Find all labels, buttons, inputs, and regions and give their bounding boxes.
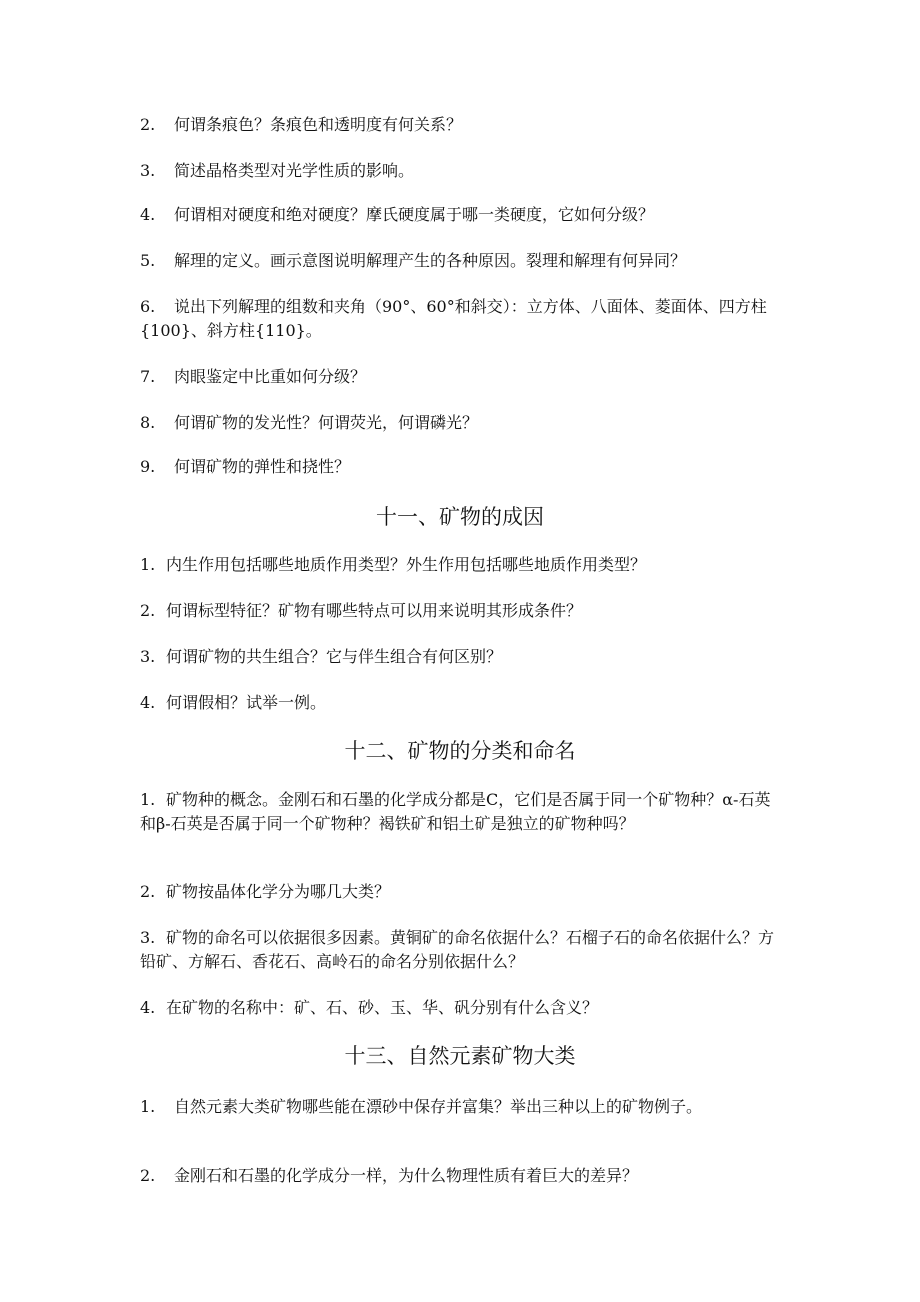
question-item: [140, 203, 780, 227]
section-heading: 十一、矿物的成因: [376, 505, 544, 529]
question-number: 3.: [140, 161, 156, 180]
question-text: 肉眼鉴定中比重如何分级？: [174, 367, 367, 386]
question-number: 9.: [140, 457, 156, 476]
question-text: 矿物种的概念。金刚石和石墨的化学成分都是C，它们是否属于同一个矿物种？α-石英和β-石英是否属于同一个矿物种？褐铁矿和铝土矿是独立的矿物种吗？: [140, 790, 771, 833]
question-text: 矿物的命名可以依据很多因素。黄铜矿的命名依据什么？石榴子石的命名依据什么？方铅矿、方解石、香花石、高岭石的命名分别依据什么？: [140, 928, 775, 971]
section-heading: 十二、矿物的分类和命名: [344, 739, 576, 763]
question-item: [140, 553, 780, 577]
question-item: [140, 113, 780, 137]
question-number: 7.: [140, 367, 156, 386]
question-item: [140, 996, 780, 1020]
question-text: 何谓矿物的共生组合？它与伴生组合有何区别？: [166, 647, 503, 666]
question-number: 3.: [140, 647, 156, 666]
question-text: 金刚石和石墨的化学成分一样，为什么物理性质有着巨大的差异？: [174, 1166, 639, 1185]
question-text: 自然元素大类矿物哪些能在漂砂中保存并富集？举出三种以上的矿物例子。: [174, 1097, 703, 1116]
question-text: 何谓条痕色？条痕色和透明度有何关系？: [174, 115, 463, 134]
question-text: 何谓矿物的弹性和挠性？: [174, 457, 351, 476]
question-number: 8.: [140, 413, 156, 432]
question-item: [140, 788, 780, 836]
question-text: 何谓假相？试举一例。: [166, 693, 327, 712]
question-number: 6.: [140, 297, 156, 316]
question-number: 3.: [140, 928, 156, 947]
question-text: 何谓矿物的发光性？何谓荧光，何谓磷光？: [174, 413, 479, 432]
question-item: [140, 691, 780, 715]
question-item: [140, 411, 780, 435]
question-text: 解理的定义。画示意图说明解理产生的各种原因。裂理和解理有何异同？: [174, 251, 687, 270]
question-item: [140, 249, 780, 273]
question-number: 2.: [140, 882, 156, 901]
question-number: 4.: [140, 693, 156, 712]
question-item: [140, 159, 780, 183]
question-number: 2.: [140, 601, 156, 620]
question-item: [140, 1164, 780, 1188]
question-number: 5.: [140, 251, 156, 270]
question-number: 4.: [140, 998, 156, 1017]
question-item: [140, 1095, 780, 1119]
question-text: 何谓相对硬度和绝对硬度？摩氏硬度属于哪一类硬度，它如何分级？: [174, 205, 655, 224]
question-text: 说出下列解理的组数和夹角（90°、60°和斜交）：立方体、八面体、菱面体、四方柱{100}、斜方柱{110}。: [140, 297, 767, 340]
question-item: [140, 365, 780, 389]
question-number: 2.: [140, 115, 156, 134]
question-number: 1.: [140, 790, 156, 809]
question-number: 4.: [140, 205, 156, 224]
question-text: 何谓标型特征？矿物有哪些特点可以用来说明其形成条件？: [166, 601, 583, 620]
question-text: 内生作用包括哪些地质作用类型？外生作用包括哪些地质作用类型？: [166, 555, 647, 574]
question-text: 矿物按晶体化学分为哪几大类？: [166, 882, 391, 901]
question-item: [140, 645, 780, 669]
section-heading: 十三、自然元素矿物大类: [344, 1044, 576, 1068]
question-text: 在矿物的名称中：矿、石、砂、玉、华、矾分别有什么含义？: [166, 998, 599, 1017]
question-item: [140, 926, 780, 974]
question-text: 简述晶格类型对光学性质的影响。: [174, 161, 415, 180]
question-item: [140, 295, 780, 343]
question-item: [140, 880, 780, 904]
question-number: 2.: [140, 1166, 156, 1185]
question-item: [140, 599, 780, 623]
question-number: 1.: [140, 555, 156, 574]
question-number: 1.: [140, 1097, 156, 1116]
question-item: [140, 455, 780, 479]
